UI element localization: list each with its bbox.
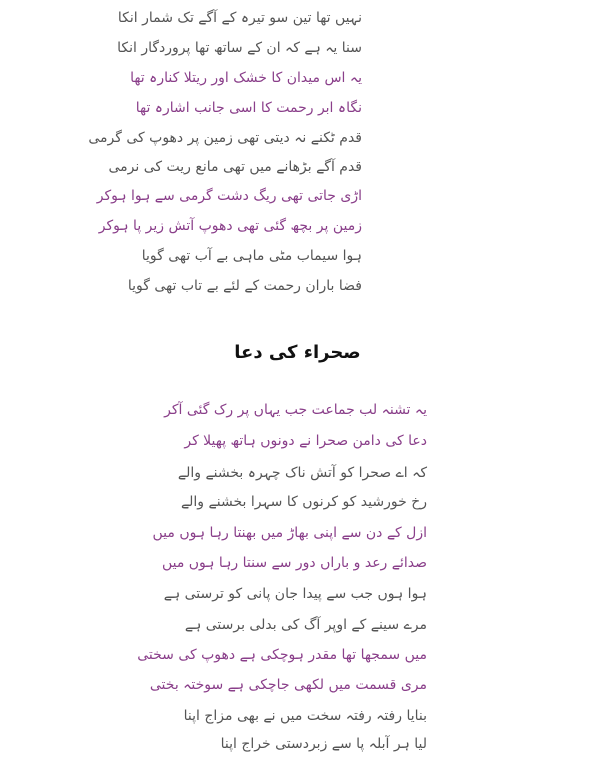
verse-line: بنایا رفتہ رفتہ سخت میں نے بھی مزاج اپنا: [183, 708, 427, 724]
verse-line: مری قسمت میں لکھی جاچکی ہے سوختہ بختی: [149, 677, 427, 693]
verse-line: سنا یہ ہے کہ ان کے ساتھ تھا پروردگار انکا: [117, 40, 362, 56]
verse-line: مرے سینے کے اوپر آگ کی بدلی برستی ہے: [184, 617, 427, 633]
verse-line: صدائے رعد و باراں دور سے سنتا رہا ہوں میں: [161, 555, 427, 571]
verse-line: نگاہ ابر رحمت کا اسی جانب اشارہ تھا: [135, 100, 362, 116]
verse-line: میں سمجھا تھا مقدر ہوچکی ہے دھوپ کی سختی: [137, 647, 427, 663]
verse-line: اڑی جاتی تھی ریگ دشت گرمی سے ہوا ہوکر: [96, 188, 362, 204]
verse-line: نہیں تھا تین سو تیرہ کے آگے تک شمار انکا: [117, 10, 362, 26]
verse-line: یہ اس میدان کا خشک اور ریتلا کنارہ تھا: [130, 70, 362, 86]
verse-line: رخ خورشید کو کرنوں کا سہرا بخشنے والے: [180, 494, 427, 510]
verse-line: فضا باران رحمت کے لئے بے تاب تھی گویا: [127, 278, 362, 294]
verse-line: زمین پر بچھ گئی تھی دھوپ آتش زیر پا ہوکر: [98, 218, 362, 234]
verse-line: لیا ہر آبلہ پا سے زبردستی خراج اپنا: [220, 736, 427, 752]
verse-line: دعا کی دامن صحرا نے دونوں ہاتھ پھیلا کر: [184, 433, 427, 449]
verse-line: کہ اے صحرا کو آتش ناک چہرہ بخشنے والے: [177, 465, 427, 481]
poem-title: صحراء کی دعا: [234, 342, 361, 363]
verse-line: یہ تشنہ لب جماعت جب یہاں پر رک گئی آکر: [164, 402, 427, 418]
verse-line: قدم آگے بڑھانے میں تھی مانع ریت کی نرمی: [108, 159, 362, 175]
verse-line: قدم ٹکنے نہ دیتی تھی زمین پر دھوپ کی گرمی: [88, 130, 362, 146]
verse-line: ازل کے دن سے اپنی بھاڑ میں بھنتا رہا ہوں میں: [152, 525, 427, 541]
verse-line: ہوا ہوں جب سے پیدا جان پانی کو ترستی ہے: [163, 586, 427, 602]
verse-line: ہوا سیماب مٹی ماہی بے آب تھی گویا: [141, 248, 362, 264]
